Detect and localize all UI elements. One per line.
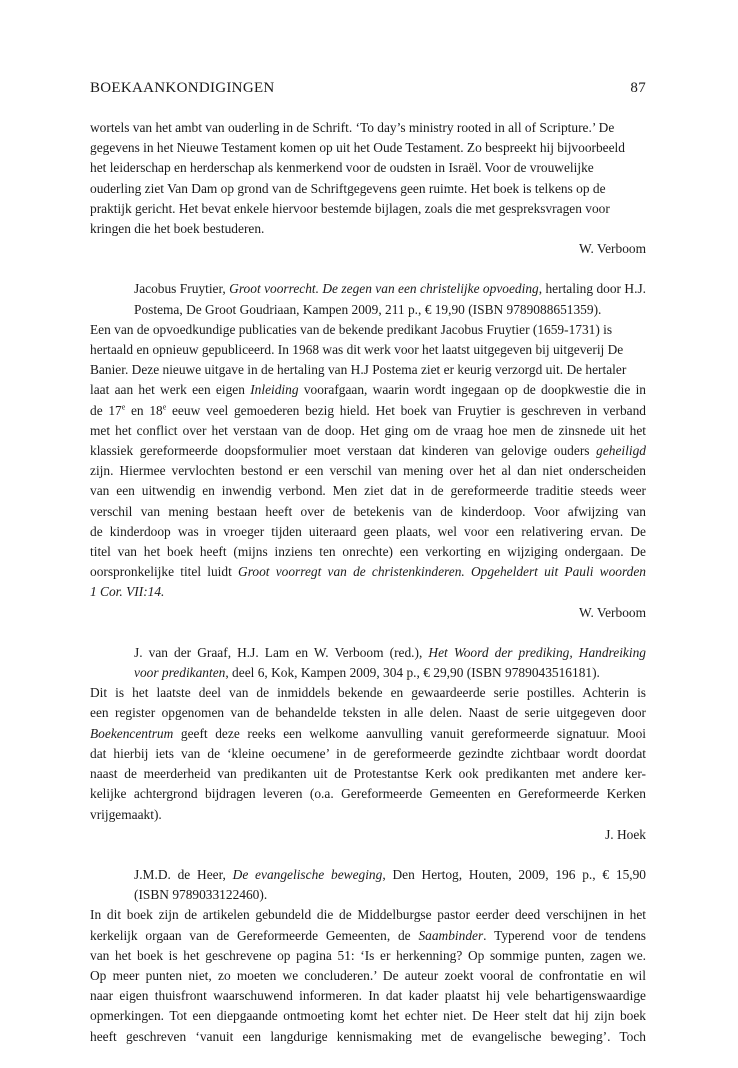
- text-line: gegevens in het Nieuwe Testament komen op uit het Oude Testament. Zo bespreekt hij bijvoorbeeld: [90, 140, 625, 156]
- section-title: BOEKAANKONDIGINGEN: [90, 80, 275, 96]
- text-line: het leiderschap en herderschap als kenmerkend voor de oudsten in Israël. Voor de vrouwelijke: [90, 160, 594, 176]
- book-reference-line2: Postema, De Groot Goudriaan, Kampen 2009, 211 p., € 19,90 (ISBN 9789088651359).: [134, 301, 602, 317]
- text-line: met het conflict over het verstaan van de doop. Het ging om de vraag hoe men de zinsnede uit het: [90, 422, 646, 438]
- text-line: kelijke achtergrond bijdragen leveren (o.a. Gereformeerde Gemeenten en Gereformeerde Kerken: [90, 786, 646, 802]
- running-header: [90, 80, 646, 97]
- book-reference-line2: voor predikanten, deel 6, Kok, Kampen 2009, 304 p., € 29,90 (ISBN 9789043516181).: [134, 665, 600, 681]
- text-line: dat hierbij iets van de ‘kleine oecumene’ in de gereformeerde gezindte zichtbaar wordt doordat: [90, 745, 646, 761]
- text-line: de kinderdoop was in vroeger tijden uiteraard geen plaats, wel voor een relativering ervan. De: [90, 523, 646, 539]
- book-reference: [90, 643, 646, 663]
- text-line: Dit is het laatste deel van de inmiddels bekende en gewaardeerde serie postilles. Achterin is: [90, 685, 646, 701]
- page-body: [90, 118, 646, 1047]
- text-line: Banier. Deze nieuwe uitgave in de hertaling van H.J Postema ziet er keurig verzorgd uit. De hertaler: [90, 362, 627, 378]
- ref-author: J. van der Graaf, H.J. Lam en W. Verboom (red.),: [134, 644, 429, 660]
- text-line: zijn. Hiermee vervlochten bestond er een verschil van mening over het al dan niet onderscheiden: [90, 463, 646, 479]
- ref-title: De evangelische beweging: [232, 866, 383, 882]
- text-line: van het boek is het geschrevene op pagina 51: ‘Is er herkenning? Op sommige punten, zagen we.: [90, 947, 646, 963]
- review-continuation: [90, 118, 646, 259]
- text-line: praktijk gericht. Het bevat enkele hiervoor bestemde bijlagen, zoals die met gespreksvragen voor: [90, 200, 610, 216]
- text-line: oorspronkelijke titel luidt Groot voorregt van de christenkinderen. Opgeheldert uit Pauli woorden: [90, 564, 647, 580]
- review-woord-der-prediking: [90, 643, 646, 845]
- text-line: hertaald en opnieuw gepubliceerd. In 1968 was dit werk voor het laatst uitgegeven bij uitgeverij De: [90, 342, 624, 358]
- ref-title: Groot voorrecht. De zegen van een christelijke opvoeding: [229, 281, 539, 297]
- text-line: 1 Cor. VII:14.: [90, 584, 165, 600]
- reviewer-signature: W. Verboom: [579, 241, 646, 257]
- reviewer-signature: W. Verboom: [579, 604, 646, 620]
- ref-author: J.M.D. de Heer,: [134, 866, 233, 882]
- text-line: laat aan het werk een eigen Inleiding voorafgaan, waarin wordt ingegaan op de doopkwestie die in: [90, 382, 646, 398]
- text-line: kringen die het boek bestuderen.: [90, 221, 265, 237]
- ref-author: Jacobus Fruytier,: [134, 281, 230, 297]
- ref-title: Het Woord der prediking, Handreiking: [428, 644, 646, 660]
- reviewer-signature: J. Hoek: [605, 826, 646, 842]
- text-line: Op meer punten niet, zo moeten we concluderen.’ De auteur zoekt vooral de confrontatie en wil: [90, 967, 646, 983]
- text-line: klassiek gereformeerde doopsformulier moet verstaan dat kinderen van gelovige ouders geheiligd: [90, 443, 646, 459]
- text-line: een register opgenomen van de behandelde teksten in alle delen. Naast de serie uitgegeven door: [90, 705, 646, 721]
- text-line: verschil van mening bestaan heeft over de betekenis van de kinderdoop. Voor afwijzing van: [90, 503, 646, 519]
- text-line: wortels van het ambt van ouderling in de Schrift. ‘To day’s ministry rooted in all of Scripture.’ De: [90, 120, 615, 135]
- review-fruytier: [90, 279, 646, 622]
- text-line: kerkelijk orgaan van de Gereformeerde Gemeenten, de Saambinder. Typerend voor de tendens: [90, 927, 646, 943]
- text-line: ouderling ziet Van Dam op grond van de Schriftgegevens geen ruimte. Het boek is telkens op de: [90, 180, 606, 196]
- ref-details: , Den Hertog, Houten, 2009, 196 p., € 15,90: [382, 866, 647, 882]
- book-reference: [90, 865, 646, 885]
- book-reference: [90, 279, 646, 299]
- book-reference-line2: (ISBN 9789033122460).: [134, 887, 268, 903]
- review-evangelische-beweging: [90, 865, 646, 1047]
- text-line: vrijgemaakt).: [90, 806, 162, 822]
- text-line: Een van de opvoedkundige publicaties van de bekende predikant Jacobus Fruytier (1659-1731) is: [90, 321, 613, 337]
- ref-details: , hertaling door H.J.: [538, 281, 646, 297]
- text-line: titel van het boek heeft (mijns inziens ten onrechte) een verkorting en wijziging ondergaan. De: [90, 544, 646, 560]
- text-line: de 17e en 18e eeuw veel gemoederen bezig hield. Het boek van Fruytier is geschreven in verband: [90, 402, 646, 418]
- text-line: opmerkingen. Tot een diepgaande ontmoeting komt het echter niet. De Heer stelt dat hij zijn boek: [90, 1008, 646, 1024]
- text-line: van een uitwendig en inwendig verbond. Men ziet dat in de gereformeerde traditie steeds weer: [90, 483, 646, 499]
- text-line: naar eigen thuisfront waarschuwend informeren. In dat kader plaatst hij vele behartigenswaardige: [90, 988, 646, 1004]
- text-line: naast de meerderheid van predikanten uit de Protestantse Kerk ook predikanten met andere ker-: [90, 766, 646, 782]
- page-number: 87: [630, 80, 646, 96]
- text-line: In dit boek zijn de artikelen gebundeld die de Middelburgse pastor eerder deed verschijnen in het: [90, 907, 646, 923]
- text-line: Boekencentrum geeft deze reeks een welkome aanvulling vanuit gereformeerde signatuur. Mooi: [90, 725, 646, 741]
- text-line: heeft geschreven ‘vanuit een langdurige kennismaking met de evangelische beweging’. Toch: [90, 1028, 646, 1044]
